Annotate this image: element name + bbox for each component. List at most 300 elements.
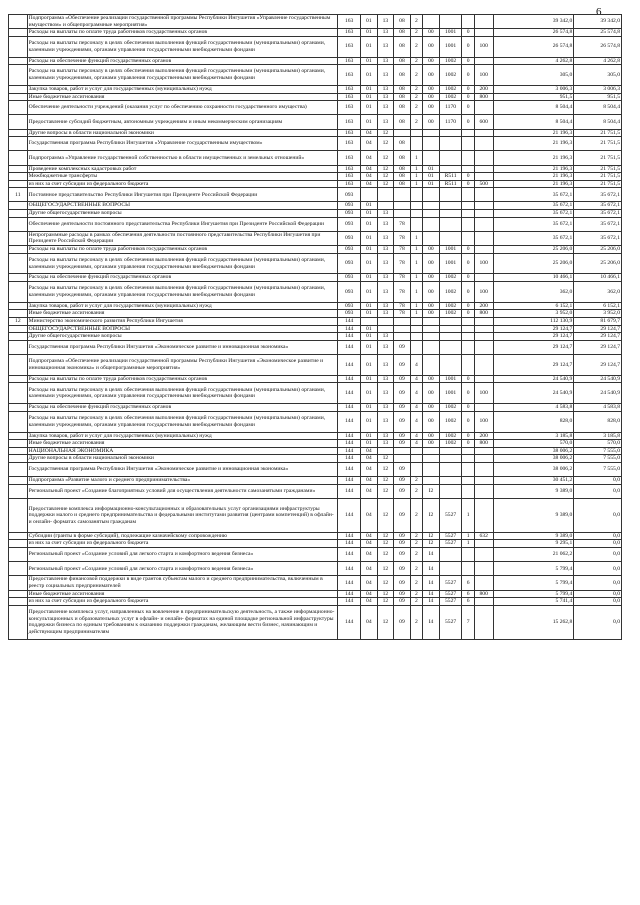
sum-year2-cell: 828,0 bbox=[574, 411, 622, 432]
pr-code-cell: 13 bbox=[377, 210, 394, 218]
cs-suffix-cell: 0 bbox=[462, 440, 474, 448]
cs-event-cell: 00 bbox=[423, 274, 440, 282]
cs-event-cell bbox=[423, 477, 440, 485]
row-name-cell: Иные бюджетные ассигнования bbox=[27, 93, 338, 101]
sum-year1-cell: 38 006,2 bbox=[493, 462, 574, 476]
cs-subprogram-cell bbox=[410, 455, 422, 463]
vr-code-cell: 200 bbox=[474, 432, 493, 440]
cs-program-cell: 09 bbox=[394, 548, 411, 562]
cs-suffix-cell bbox=[462, 354, 474, 375]
row-number-cell bbox=[9, 375, 28, 383]
cs-event-cell: 01 bbox=[423, 180, 440, 188]
cs-program-cell bbox=[394, 188, 411, 202]
cs-program-cell bbox=[394, 455, 411, 463]
vr-code-cell bbox=[474, 246, 493, 254]
row-name-cell: Иные бюджетные ассигнования bbox=[27, 310, 338, 318]
rz-code-cell: 01 bbox=[361, 282, 378, 303]
table-row bbox=[9, 540, 622, 548]
sum-year2-cell: 21 751,5 bbox=[574, 180, 622, 188]
sum-year1-cell: 9 389,0 bbox=[493, 484, 574, 498]
pr-code-cell: 12 bbox=[377, 498, 394, 532]
cs-direction-cell bbox=[439, 548, 462, 562]
cs-program-cell bbox=[394, 325, 411, 333]
cs-event-cell: 01 bbox=[423, 165, 440, 173]
cs-program-cell: 08 bbox=[394, 15, 411, 29]
cs-event-cell: 00 bbox=[423, 101, 440, 115]
sum-year2-cell: 25 574,8 bbox=[574, 29, 622, 37]
vr-code-cell bbox=[474, 129, 493, 137]
vr-code-cell: 632 bbox=[474, 532, 493, 540]
row-name-cell: Другие общегосударственные вопросы bbox=[27, 210, 338, 218]
rz-code-cell: 04 bbox=[361, 455, 378, 463]
cs-subprogram-cell: 2 bbox=[410, 477, 422, 485]
pr-code-cell: 12 bbox=[377, 173, 394, 181]
gr-code-cell: 163 bbox=[338, 129, 361, 137]
pr-code-cell bbox=[377, 318, 394, 326]
sum-year2-cell: 0,0 bbox=[574, 548, 622, 562]
sum-year1-cell: 25 206,0 bbox=[493, 253, 574, 274]
row-name-cell: из них за счет субсидии из федерального бюджета bbox=[27, 598, 338, 606]
cs-event-cell: 00 bbox=[423, 115, 440, 129]
row-name-cell: Подпрограмма «Обеспечение реализации государственной программы Республики Ингушетия «Экономическое развитие и инновационная экономика» и общепрограммные мероприятия» bbox=[27, 354, 338, 375]
rz-code-cell: 04 bbox=[361, 477, 378, 485]
row-number-cell bbox=[9, 340, 28, 354]
sum-year1-cell: 4 583,8 bbox=[493, 404, 574, 412]
row-number-cell bbox=[9, 302, 28, 310]
gr-code-cell: 144 bbox=[338, 540, 361, 548]
vr-code-cell: 100 bbox=[474, 65, 493, 86]
sum-year2-cell: 29 124,7 bbox=[574, 325, 622, 333]
cs-event-cell bbox=[423, 217, 440, 231]
pr-code-cell: 13 bbox=[377, 432, 394, 440]
cs-suffix-cell: 0 bbox=[462, 173, 474, 181]
row-number-cell bbox=[9, 548, 28, 562]
cs-suffix-cell: 0 bbox=[462, 246, 474, 254]
table-row bbox=[9, 65, 622, 86]
pr-code-cell: 13 bbox=[377, 411, 394, 432]
cs-suffix-cell bbox=[462, 129, 474, 137]
gr-code-cell: 093 bbox=[338, 231, 361, 245]
table-row bbox=[9, 85, 622, 93]
table-row bbox=[9, 188, 622, 202]
pr-code-cell: 13 bbox=[377, 404, 394, 412]
row-name-cell: Проведение комплексных кадастровых работ bbox=[27, 165, 338, 173]
rz-code-cell: 04 bbox=[361, 447, 378, 455]
row-name-cell: Региональный проект «Создание условий для легкого старта и комфортного ведения бизнеса» bbox=[27, 548, 338, 562]
row-name-cell: из них за счет субсидии из федерального бюджета bbox=[27, 180, 338, 188]
sum-year2-cell: 7 555,0 bbox=[574, 462, 622, 476]
sum-year2-cell: 21 751,5 bbox=[574, 165, 622, 173]
cs-suffix-cell bbox=[462, 15, 474, 29]
cs-suffix-cell bbox=[462, 333, 474, 341]
sum-year2-cell: 29 124,7 bbox=[574, 333, 622, 341]
vr-code-cell bbox=[474, 274, 493, 282]
row-number-cell bbox=[9, 180, 28, 188]
table-row bbox=[9, 455, 622, 463]
cs-direction-cell: 1002 bbox=[439, 65, 462, 86]
cs-event-cell: I4 bbox=[423, 590, 440, 598]
pr-code-cell bbox=[377, 188, 394, 202]
sum-year2-cell: 8 504,4 bbox=[574, 115, 622, 129]
vr-code-cell bbox=[474, 540, 493, 548]
cs-suffix-cell bbox=[462, 151, 474, 165]
rz-code-cell: 04 bbox=[361, 484, 378, 498]
sum-year2-cell: 0,0 bbox=[574, 590, 622, 598]
pr-code-cell: 13 bbox=[377, 217, 394, 231]
cs-direction-cell bbox=[439, 340, 462, 354]
row-number-cell bbox=[9, 498, 28, 532]
gr-code-cell: 163 bbox=[338, 180, 361, 188]
gr-code-cell: 163 bbox=[338, 15, 361, 29]
cs-event-cell bbox=[423, 15, 440, 29]
cs-subprogram-cell: 1 bbox=[410, 151, 422, 165]
cs-suffix-cell bbox=[462, 340, 474, 354]
gr-code-cell: 093 bbox=[338, 302, 361, 310]
cs-program-cell: 08 bbox=[394, 165, 411, 173]
cs-program-cell: 78 bbox=[394, 246, 411, 254]
row-number-cell bbox=[9, 137, 28, 151]
gr-code-cell: 093 bbox=[338, 217, 361, 231]
table-row bbox=[9, 590, 622, 598]
vr-code-cell: 200 bbox=[474, 85, 493, 93]
rz-code-cell: 01 bbox=[361, 274, 378, 282]
pr-code-cell: 12 bbox=[377, 590, 394, 598]
sum-year1-cell: 3 952,0 bbox=[493, 310, 574, 318]
cs-subprogram-cell bbox=[410, 137, 422, 151]
sum-year1-cell: 9 389,0 bbox=[493, 498, 574, 532]
sum-year1-cell: 951,5 bbox=[493, 93, 574, 101]
cs-event-cell bbox=[423, 231, 440, 245]
pr-code-cell: 12 bbox=[377, 532, 394, 540]
cs-event-cell: I2 bbox=[423, 484, 440, 498]
sum-year1-cell: 3 185,8 bbox=[493, 432, 574, 440]
row-number-cell bbox=[9, 129, 28, 137]
sum-year2-cell: 8 504,4 bbox=[574, 101, 622, 115]
cs-event-cell: 00 bbox=[423, 253, 440, 274]
table-row bbox=[9, 101, 622, 115]
gr-code-cell: 144 bbox=[338, 325, 361, 333]
cs-event-cell: 00 bbox=[423, 65, 440, 86]
cs-suffix-cell: 0 bbox=[462, 36, 474, 57]
cs-program-cell bbox=[394, 202, 411, 210]
cs-subprogram-cell: 2 bbox=[410, 29, 422, 37]
table-row bbox=[9, 325, 622, 333]
table-row bbox=[9, 129, 622, 137]
cs-direction-cell: 1002 bbox=[439, 85, 462, 93]
pr-code-cell: 13 bbox=[377, 354, 394, 375]
sum-year2-cell: 35 672,1 bbox=[574, 202, 622, 210]
sum-year1-cell: 5 799,4 bbox=[493, 562, 574, 576]
cs-event-cell: 00 bbox=[423, 29, 440, 37]
row-name-cell: Расходы на обеспечение функций государственных органов bbox=[27, 274, 338, 282]
table-row bbox=[9, 498, 622, 532]
cs-subprogram-cell bbox=[410, 210, 422, 218]
vr-code-cell bbox=[474, 498, 493, 532]
cs-program-cell: 78 bbox=[394, 282, 411, 303]
row-number-cell bbox=[9, 310, 28, 318]
cs-direction-cell bbox=[439, 231, 462, 245]
row-number-cell bbox=[9, 65, 28, 86]
row-name-cell: Расходы на выплаты по оплате труда работников государственных органов bbox=[27, 375, 338, 383]
sum-year1-cell: 3 006,3 bbox=[493, 85, 574, 93]
row-number-cell bbox=[9, 93, 28, 101]
sum-year1-cell: 4 262,8 bbox=[493, 57, 574, 65]
sum-year2-cell: 25 206,0 bbox=[574, 246, 622, 254]
rz-code-cell: 01 bbox=[361, 57, 378, 65]
gr-code-cell: 163 bbox=[338, 57, 361, 65]
vr-code-cell bbox=[474, 333, 493, 341]
pr-code-cell bbox=[377, 447, 394, 455]
cs-direction-cell bbox=[439, 151, 462, 165]
rz-code-cell: 04 bbox=[361, 151, 378, 165]
rz-code-cell: 01 bbox=[361, 36, 378, 57]
cs-subprogram-cell: 2 bbox=[410, 576, 422, 590]
pr-code-cell bbox=[377, 325, 394, 333]
vr-code-cell: 800 bbox=[474, 440, 493, 448]
cs-program-cell: 78 bbox=[394, 217, 411, 231]
rz-code-cell: 01 bbox=[361, 411, 378, 432]
cs-suffix-cell: 0 bbox=[462, 282, 474, 303]
table-row bbox=[9, 29, 622, 37]
row-number-cell bbox=[9, 455, 28, 463]
cs-suffix-cell: 0 bbox=[462, 65, 474, 86]
vr-code-cell bbox=[474, 151, 493, 165]
vr-code-cell bbox=[474, 404, 493, 412]
cs-event-cell bbox=[423, 202, 440, 210]
rz-code-cell: 01 bbox=[361, 29, 378, 37]
gr-code-cell: 144 bbox=[338, 432, 361, 440]
vr-code-cell bbox=[474, 325, 493, 333]
cs-program-cell: 08 bbox=[394, 137, 411, 151]
pr-code-cell: 12 bbox=[377, 540, 394, 548]
row-name-cell: Расходы на выплаты по оплате труда работников государственных органов bbox=[27, 29, 338, 37]
row-number-cell bbox=[9, 210, 28, 218]
vr-code-cell bbox=[474, 29, 493, 37]
table-row bbox=[9, 432, 622, 440]
cs-subprogram-cell bbox=[410, 447, 422, 455]
sum-year1-cell: 24 540,9 bbox=[493, 375, 574, 383]
rz-code-cell: 04 bbox=[361, 590, 378, 598]
rz-code-cell: 01 bbox=[361, 354, 378, 375]
cs-program-cell: 78 bbox=[394, 274, 411, 282]
row-name-cell: Расходы на выплаты персоналу в целях обеспечения выполнения функций государственными (муниципальными) органами, казенными учреждениями, органами управления государственными внебюджетными фондами bbox=[27, 411, 338, 432]
row-number-cell bbox=[9, 383, 28, 404]
gr-code-cell: 093 bbox=[338, 210, 361, 218]
cs-subprogram-cell: 1 bbox=[410, 173, 422, 181]
cs-program-cell: 09 bbox=[394, 440, 411, 448]
gr-code-cell: 144 bbox=[338, 404, 361, 412]
table-row bbox=[9, 548, 622, 562]
page-number: 6 bbox=[596, 6, 602, 18]
cs-suffix-cell bbox=[462, 188, 474, 202]
cs-suffix-cell: 1 bbox=[462, 498, 474, 532]
rz-code-cell: 01 bbox=[361, 93, 378, 101]
vr-code-cell: 200 bbox=[474, 302, 493, 310]
cs-direction-cell bbox=[439, 318, 462, 326]
row-number-cell bbox=[9, 101, 28, 115]
vr-code-cell bbox=[474, 173, 493, 181]
pr-code-cell: 13 bbox=[377, 29, 394, 37]
sum-year1-cell: 6 152,1 bbox=[493, 302, 574, 310]
cs-suffix-cell: 0 bbox=[462, 302, 474, 310]
vr-code-cell: 500 bbox=[474, 180, 493, 188]
row-name-cell: Подпрограмма «Управление государственной собственностью в области имущественных и земельных отношений» bbox=[27, 151, 338, 165]
row-number-cell: 11 bbox=[9, 188, 28, 202]
table-row bbox=[9, 576, 622, 590]
cs-event-cell: I4 bbox=[423, 576, 440, 590]
row-number-cell bbox=[9, 440, 28, 448]
cs-subprogram-cell: 4 bbox=[410, 440, 422, 448]
vr-code-cell bbox=[474, 340, 493, 354]
rz-code-cell: 04 bbox=[361, 165, 378, 173]
cs-event-cell: I4 bbox=[423, 598, 440, 606]
gr-code-cell: 163 bbox=[338, 151, 361, 165]
sum-year1-cell: 5 799,4 bbox=[493, 590, 574, 598]
sum-year2-cell: 35 672,1 bbox=[574, 231, 622, 245]
cs-event-cell: 00 bbox=[423, 282, 440, 303]
row-number-cell bbox=[9, 29, 28, 37]
sum-year2-cell: 21 751,5 bbox=[574, 173, 622, 181]
row-number-cell bbox=[9, 151, 28, 165]
pr-code-cell: 13 bbox=[377, 282, 394, 303]
cs-direction-cell: 1001 bbox=[439, 246, 462, 254]
sum-year1-cell: 35 672,1 bbox=[493, 231, 574, 245]
cs-direction-cell bbox=[439, 462, 462, 476]
sum-year2-cell: 362,0 bbox=[574, 282, 622, 303]
row-name-cell: ОБЩЕГОСУДАРСТВЕННЫЕ ВОПРОСЫ bbox=[27, 325, 338, 333]
vr-code-cell: 600 bbox=[474, 115, 493, 129]
gr-code-cell: 144 bbox=[338, 411, 361, 432]
sum-year1-cell: 35 672,1 bbox=[493, 217, 574, 231]
sum-year1-cell: 35 672,1 bbox=[493, 202, 574, 210]
pr-code-cell: 13 bbox=[377, 15, 394, 29]
cs-event-cell bbox=[423, 318, 440, 326]
sum-year1-cell: 29 124,7 bbox=[493, 354, 574, 375]
cs-suffix-cell bbox=[462, 217, 474, 231]
cs-subprogram-cell bbox=[410, 462, 422, 476]
cs-suffix-cell: 0 bbox=[462, 253, 474, 274]
row-number-cell bbox=[9, 282, 28, 303]
rz-code-cell: 04 bbox=[361, 532, 378, 540]
rz-code-cell: 01 bbox=[361, 101, 378, 115]
gr-code-cell: 144 bbox=[338, 340, 361, 354]
vr-code-cell: 100 bbox=[474, 383, 493, 404]
rz-code-cell: 01 bbox=[361, 202, 378, 210]
gr-code-cell: 144 bbox=[338, 375, 361, 383]
rz-code-cell: 01 bbox=[361, 333, 378, 341]
row-number-cell bbox=[9, 404, 28, 412]
table-row bbox=[9, 477, 622, 485]
table-row bbox=[9, 605, 622, 639]
table-row bbox=[9, 217, 622, 231]
sum-year1-cell: 26 574,8 bbox=[493, 29, 574, 37]
table-row bbox=[9, 282, 622, 303]
cs-program-cell: 08 bbox=[394, 115, 411, 129]
table-row bbox=[9, 274, 622, 282]
gr-code-cell: 144 bbox=[338, 455, 361, 463]
cs-direction-cell: 5527 bbox=[439, 598, 462, 606]
table-row bbox=[9, 246, 622, 254]
row-number-cell bbox=[9, 447, 28, 455]
row-name-cell: Расходы на выплаты по оплате труда работников государственных органов bbox=[27, 246, 338, 254]
sum-year1-cell: 21 196,3 bbox=[493, 137, 574, 151]
pr-code-cell: 12 bbox=[377, 605, 394, 639]
cs-subprogram-cell: 1 bbox=[410, 180, 422, 188]
pr-code-cell: 13 bbox=[377, 274, 394, 282]
cs-direction-cell bbox=[439, 217, 462, 231]
cs-event-cell bbox=[423, 354, 440, 375]
row-name-cell: Региональный проект «Создание условий для легкого старта и комфортного ведения бизнеса» bbox=[27, 562, 338, 576]
cs-direction-cell: 1002 bbox=[439, 282, 462, 303]
sum-year1-cell: 828,0 bbox=[493, 411, 574, 432]
pr-code-cell: 13 bbox=[377, 383, 394, 404]
cs-program-cell: 09 bbox=[394, 576, 411, 590]
cs-event-cell bbox=[423, 340, 440, 354]
cs-program-cell: 08 bbox=[394, 180, 411, 188]
cs-suffix-cell bbox=[462, 202, 474, 210]
cs-suffix-cell bbox=[462, 325, 474, 333]
budget-table bbox=[8, 14, 622, 640]
cs-program-cell: 08 bbox=[394, 57, 411, 65]
table-row bbox=[9, 210, 622, 218]
cs-suffix-cell: 0 bbox=[462, 404, 474, 412]
cs-subprogram-cell bbox=[410, 325, 422, 333]
sum-year2-cell: 29 124,7 bbox=[574, 340, 622, 354]
table-row bbox=[9, 440, 622, 448]
row-name-cell: Региональный проект «Создание благоприятных условий для осуществления деятельности самозанятыми гражданами» bbox=[27, 484, 338, 498]
rz-code-cell: 01 bbox=[361, 325, 378, 333]
table-row bbox=[9, 180, 622, 188]
cs-event-cell bbox=[423, 462, 440, 476]
cs-event-cell: 00 bbox=[423, 375, 440, 383]
vr-code-cell bbox=[474, 455, 493, 463]
pr-code-cell: 12 bbox=[377, 562, 394, 576]
cs-suffix-cell bbox=[462, 455, 474, 463]
cs-suffix-cell: 0 bbox=[462, 383, 474, 404]
cs-subprogram-cell bbox=[410, 333, 422, 341]
cs-subprogram-cell: 2 bbox=[410, 15, 422, 29]
cs-suffix-cell: 1 bbox=[462, 540, 474, 548]
cs-event-cell: 00 bbox=[423, 246, 440, 254]
cs-subprogram-cell: 1 bbox=[410, 310, 422, 318]
vr-code-cell: 800 bbox=[474, 590, 493, 598]
cs-direction-cell: 1001 bbox=[439, 36, 462, 57]
cs-subprogram-cell: 2 bbox=[410, 590, 422, 598]
vr-code-cell bbox=[474, 484, 493, 498]
cs-direction-cell: 1002 bbox=[439, 411, 462, 432]
cs-program-cell: 78 bbox=[394, 253, 411, 274]
cs-program-cell: 09 bbox=[394, 484, 411, 498]
gr-code-cell: 163 bbox=[338, 85, 361, 93]
cs-direction-cell: 5527 bbox=[439, 605, 462, 639]
sum-year2-cell: 3 185,8 bbox=[574, 432, 622, 440]
gr-code-cell: 144 bbox=[338, 462, 361, 476]
cs-suffix-cell bbox=[462, 165, 474, 173]
pr-code-cell: 12 bbox=[377, 484, 394, 498]
row-name-cell: Предоставление финансовой поддержки в виде грантов субъектам малого и среднего предпринимательства, включенным в реестр социальных предпринимателей bbox=[27, 576, 338, 590]
cs-program-cell: 09 bbox=[394, 532, 411, 540]
pr-code-cell: 13 bbox=[377, 375, 394, 383]
row-name-cell: Предоставление субсидий бюджетным, автономным учреждениям и иным некоммерческим организациям bbox=[27, 115, 338, 129]
cs-direction-cell: 1001 bbox=[439, 375, 462, 383]
cs-event-cell: I2 bbox=[423, 532, 440, 540]
rz-code-cell: 01 bbox=[361, 440, 378, 448]
table-row bbox=[9, 404, 622, 412]
gr-code-cell: 163 bbox=[338, 115, 361, 129]
cs-suffix-cell bbox=[462, 462, 474, 476]
cs-event-cell bbox=[423, 137, 440, 151]
sum-year1-cell: 21 062,2 bbox=[493, 548, 574, 562]
